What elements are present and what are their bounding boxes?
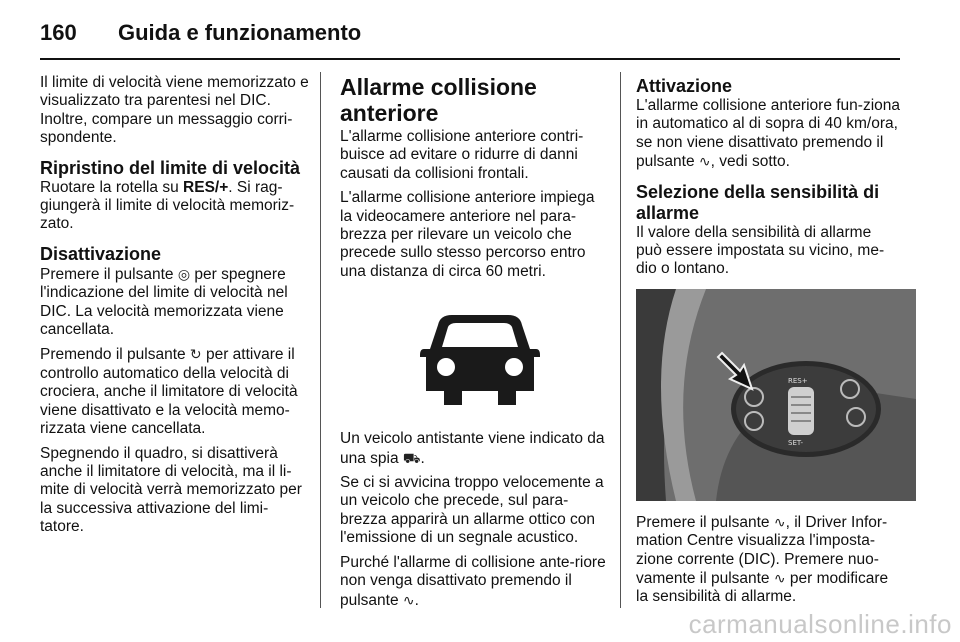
header-rule [40,58,900,60]
heading-reset: Ripristino del limite di velocità [40,157,301,178]
text: per attivare il controllo automatico della velocità di crociera, anche il limitatore di velocità viene disattivato e la velocità memo-rizzata viene cancellata. [40,346,298,438]
res-label: RES+ [788,376,808,385]
column-divider-1 [320,72,321,608]
paragraph-ignition: Spegnendo il quadro, si disattiverà anche il limitatore di velocità, ma il li-mite di velocità verrà memorizzato per la successiva attivazione del limi-tatore. [40,444,302,536]
paragraph-warning: Se ci si avvicina troppo velocemente a un veicolo che precede, sul para-brezza apparirà un allarme ottico con l'emissione di un segnale acustico. [340,474,604,547]
paragraph-cruise [40,345,310,438]
paragraph-disable [340,554,606,610]
steering-wheel-controls-image [636,289,916,501]
text: Premere il pulsante [40,265,178,283]
vehicle-ahead-icon [340,303,620,418]
set-label: SET- [788,438,804,447]
res-label: RES/+ [183,178,229,196]
heading-deactivation: Disattivazione [40,243,162,264]
vehicle-ahead-icon-inline: ⛟ [402,449,421,466]
text: Premere il pulsante [636,513,774,531]
page-number: 160 [40,20,77,45]
collision-alert-icon: ∿ [773,570,786,587]
paragraph-reset [40,179,310,234]
text: Premendo il pulsante [40,346,190,364]
column-1 [40,74,310,543]
text: . [414,591,419,609]
column-divider-2 [620,72,621,608]
paragraph-indicator [340,430,606,468]
text: per modificare la sensibilità di allarme. [636,570,889,606]
heading-activation: Attivazione [636,76,733,96]
watermark: carmanualsonline.info [688,609,952,639]
paragraph-limit-stored: Il limite di velocità viene memorizzato e visualizzato tra parentesi nel DIC. Inoltre, compare un messaggio corri-spondente. [40,74,309,147]
collision-alert-icon: ∿ [773,513,786,530]
paragraph-fca-camera: L'allarme collisione anteriore impiega la videocamere anteriore nel para-brezza per rilevare un veicolo che precede sullo stesso percorso entro una distanza di circa 60 metri. [340,189,595,280]
text: L'allarme collisione anteriore fun-ziona in automatico al di sopra di 40 km/ora, se non viene disattivato premendo il pulsante [636,97,901,171]
vehicle-ahead-figure [340,303,620,418]
text: , vedi sotto. [710,153,790,171]
paragraph-press-button [636,513,900,607]
cruise-control-icon: ↻ [189,346,202,363]
collision-alert-icon: ∿ [402,591,415,608]
page-title: Guida e funzionamento [118,20,362,45]
heading-sensitivity: Selezione della sensibilità di allarme [636,181,880,223]
column-3 [636,74,900,613]
page-header [40,14,920,54]
text: per spegnere l'indicazione del limite di velocità nel DIC. La velocità memorizzata viene cancellata. [40,265,288,339]
column-2 [340,74,606,616]
paragraph-fca-intro: L'allarme collisione anteriore contri-buisce ad evitare o ridurre di danni causati da collisioni frontali. [340,128,584,182]
speed-limiter-icon: ◎ [177,265,191,282]
text: Ruotare la rotella su [40,178,184,196]
text: . Si rag-giungerà il limite di velocità memoriz-zato. [40,178,295,233]
heading-forward-collision: Allarme collisione anteriore [340,74,537,126]
text: , il Driver Infor-mation Centre visualizza l'imposta-zione corrente (DIC). Premere nuo-vamente il pulsante [636,513,888,588]
paragraph-activation [636,97,900,172]
steering-wheel-photo [636,289,916,501]
text: Un veicolo antistante viene indicato da una spia [340,430,605,467]
collision-alert-icon: ∿ [698,153,711,170]
paragraph-deactivation [40,265,310,340]
text: Purché l'allarme di collisione ante-riore non venga disattivato premendo il pulsante [340,553,606,609]
text: . [420,449,425,467]
paragraph-sensitivity: Il valore della sensibilità di allarme può essere impostata su vicino, me-dio o lontano. [636,223,885,278]
